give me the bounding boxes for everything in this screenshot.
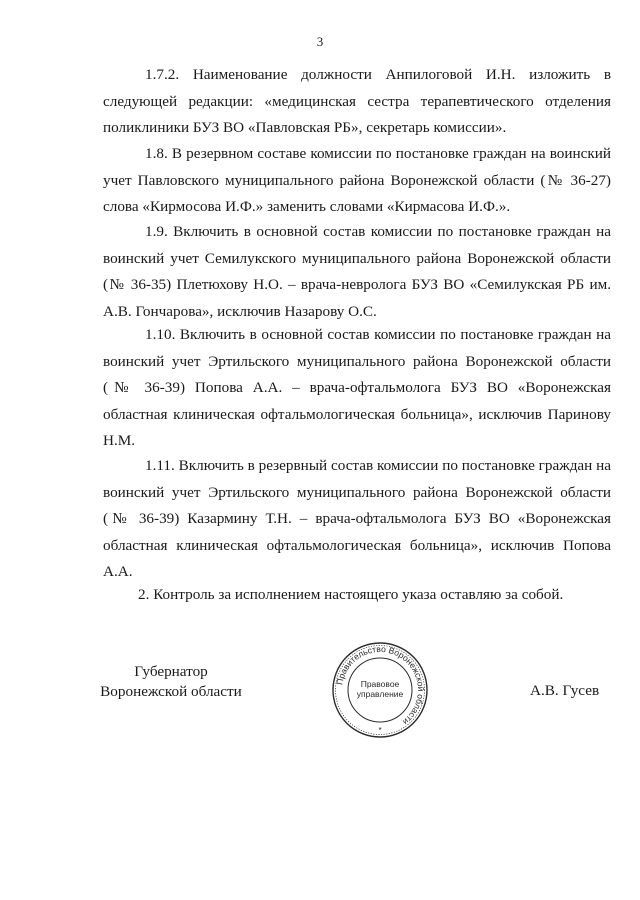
paragraph-1-9 — [103, 219, 611, 325]
signatory-name: А.В. Гусев — [530, 682, 600, 699]
stamp-center-line2: управление — [356, 689, 404, 699]
paragraph-text: 1.7.2. Наименование должности Анпилоговой И.Н. изложить в следующей редакции: «медицинская сестра терапевтического отделения поликлиники БУЗ ВО «Павловская РБ», секретарь комиссии». — [103, 66, 611, 136]
paragraph-1-7-2 — [103, 62, 611, 142]
paragraph-text: 2. Контроль за исполнением настоящего указа оставляю за собой. — [138, 586, 564, 603]
stamp-center-line1: Правовое — [360, 679, 400, 689]
signatory-title-line2: Воронежской области — [100, 683, 242, 700]
page-number: 3 — [316, 34, 324, 49]
official-stamp — [330, 640, 430, 740]
paragraph-text: 1.9. Включить в основной состав комиссии по постановке граждан на воинский учет Семилукского муниципального района Воронежской области (№ 36-35) Плетюхову Н.О. – врача-невролога БУЗ ВО «Семилукская РБ им. А.В. Гончарова», исключив Назарову О.С. — [103, 223, 611, 320]
signatory-title-line1: Губернатор — [134, 663, 208, 680]
signatory-title — [100, 662, 242, 702]
paragraph-2 — [103, 582, 611, 609]
paragraph-text: 1.10. Включить в основной состав комиссии по постановке граждан на воинский учет Эртильского муниципального района Воронежской области (№ 36-39) Попова А.А. – врача-офтальмолога БУЗ ВО «Воронежская областная клиническая офтальмологическая больница», исключив Паринову Н.М. — [103, 326, 611, 449]
paragraph-1-10 — [103, 322, 611, 455]
stamp-ring-text: Правительство Воронежской области — [334, 643, 427, 728]
paragraph-1-11 — [103, 453, 611, 586]
paragraph-text: 1.11. Включить в резервный состав комиссии по постановке граждан на воинский учет Эртильского муниципального района Воронежской области (№ 36-39) Казармину Т.Н. – врача-офтальмолога БУЗ ВО «Воронежская областная клиническая офтальмологическая больница», исключив Попова А.А. — [103, 457, 611, 580]
paragraph-1-8 — [103, 141, 611, 221]
paragraph-text: 1.8. В резервном составе комиссии по постановке граждан на воинский учет Павловского муниципального района Воронежской области (№ 36-27) слова «Кирмосова И.Ф.» заменить словами «Кирмасова И.Ф.». — [103, 145, 611, 215]
stamp-star: * — [378, 726, 382, 735]
